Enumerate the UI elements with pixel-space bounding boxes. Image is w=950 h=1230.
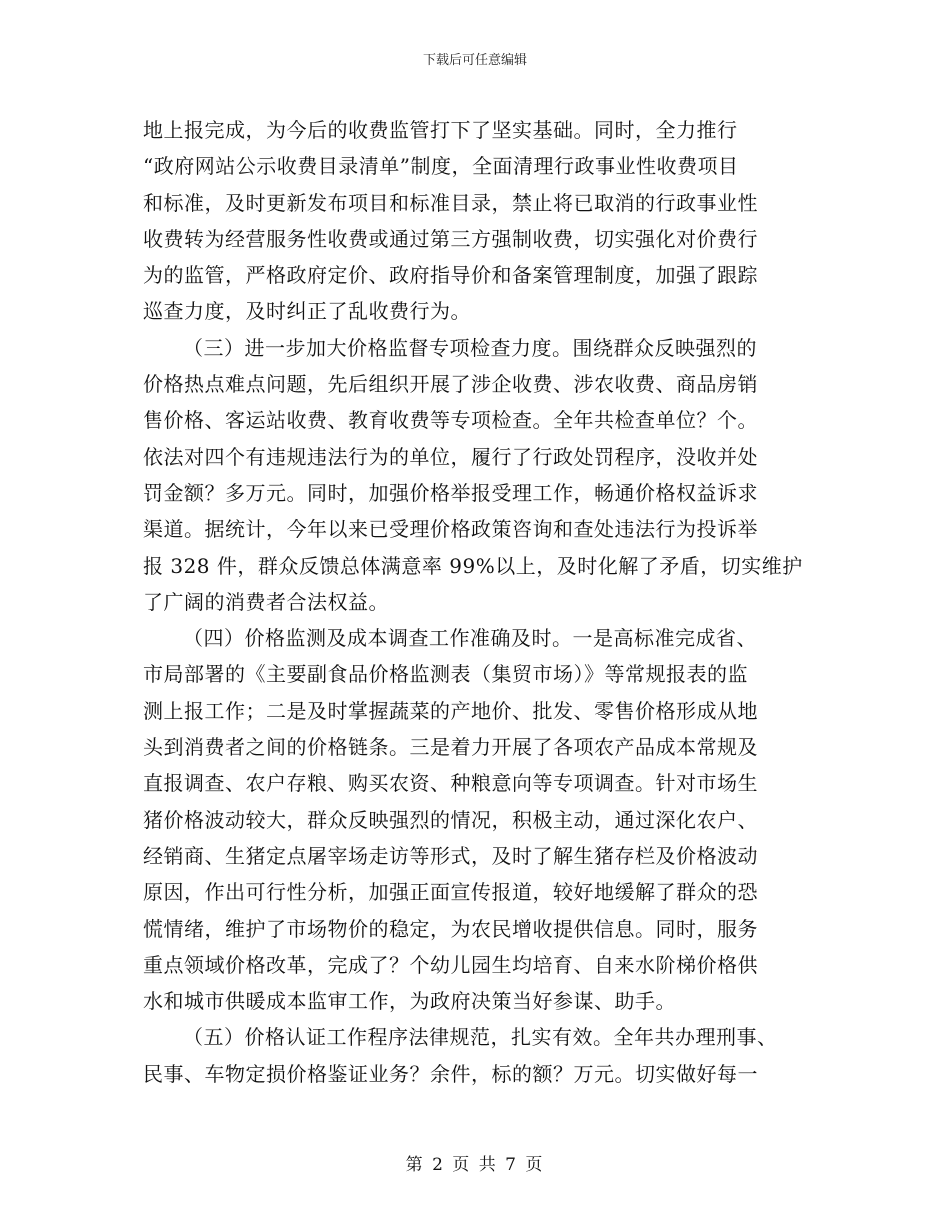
- paragraph-line: 为的监管，严格政府定价、政府指导价和备案管理制度，加强了跟踪: [143, 263, 758, 288]
- paragraph-line: 经销商、生猪定点屠宰场走访等形式，及时了解生猪存栏及价格波动: [143, 843, 758, 868]
- paragraph-line: 原因，作出可行性分析，加强正面宣传报道，较好地缓解了群众的恐: [143, 880, 758, 905]
- paragraph-line: 售价格、客运站收费、教育收费等专项检查。全年共检查单位？个。: [143, 408, 758, 433]
- paragraph-line: 猪价格波动较大，群众反映强烈的情况，积极主动，通过深化农户、: [143, 807, 758, 832]
- document-body: [143, 112, 808, 1092]
- paragraph-line: 地上报完成，为今后的收费监管打下了坚实基础。同时，全力推行: [143, 118, 738, 142]
- paragraph-line: 渠道。据统计，今年以来已受理价格政策咨询和查处违法行为投诉举: [143, 517, 758, 542]
- paragraph-line: 报 328 件，群众反馈总体满意率 99%以上，及时化解了矛盾，切实维护: [143, 553, 803, 578]
- section-heading-line: （三）进一步加大价格监督专项检查力度。围绕群众反映强烈的: [183, 335, 757, 360]
- paragraph-line: 水和城市供暖成本监审工作，为政府决策当好参谋、助手。: [143, 989, 676, 1014]
- paragraph-line: 依法对四个有违规违法行为的单位，履行了行政处罚程序，没收并处: [143, 444, 758, 469]
- paragraph-line: 测上报工作；二是及时掌握蔬菜的产地价、批发、零售价格形成从地: [143, 698, 758, 723]
- page-number-footer: 第 2 页 共 7 页: [405, 1155, 545, 1175]
- page-header: 下载后可任意编辑: [422, 53, 527, 68]
- paragraph-line: 巡查力度，及时纠正了乱收费行为。: [143, 299, 471, 324]
- paragraph-line: 收费转为经营服务性收费或通过第三方强制收费，切实强化对价费行: [143, 226, 758, 251]
- paragraph-line: 了广阔的消费者合法权益。: [143, 589, 389, 614]
- paragraph-line: 和标准，及时更新发布项目和标准目录，禁止将已取消的行政事业性: [143, 190, 758, 215]
- paragraph-line: 直报调查、农户存粮、购买农资、种粮意向等专项调查。针对市场生: [143, 771, 758, 796]
- paragraph-line: 市局部署的《主要副食品价格监测表（集贸市场）》等常规报表的监: [143, 662, 748, 687]
- paragraph-line: 民事、车物定损价格鉴证业务？余件，标的额？万元。切实做好每一: [143, 1061, 758, 1086]
- paragraph-line: 价格热点难点问题，先后组织开展了涉企收费、涉农收费、商品房销: [143, 372, 758, 397]
- paragraph-line: “政府网站公示收费目录清单”制度，全面清理行政事业性收费项目: [143, 154, 739, 179]
- paragraph-line: 慌情绪，维护了市场物价的稳定，为农民增收提供信息。同时，服务: [143, 916, 758, 941]
- paragraph-line: 重点领域价格改革，完成了？个幼儿园生均培育、自来水阶梯价格供: [143, 952, 758, 977]
- paragraph-line: 罚金额？多万元。同时，加强价格举报受理工作，畅通价格权益诉求: [143, 480, 758, 505]
- section-heading-line: （五）价格认证工作程序法律规范，扎实有效。全年共办理刑事、: [183, 1025, 778, 1050]
- section-heading-line: （四）价格监测及成本调查工作准确及时。一是高标准完成省、: [183, 626, 757, 651]
- paragraph-line: 头到消费者之间的价格链条。三是着力开展了各项农产品成本常规及: [143, 735, 758, 760]
